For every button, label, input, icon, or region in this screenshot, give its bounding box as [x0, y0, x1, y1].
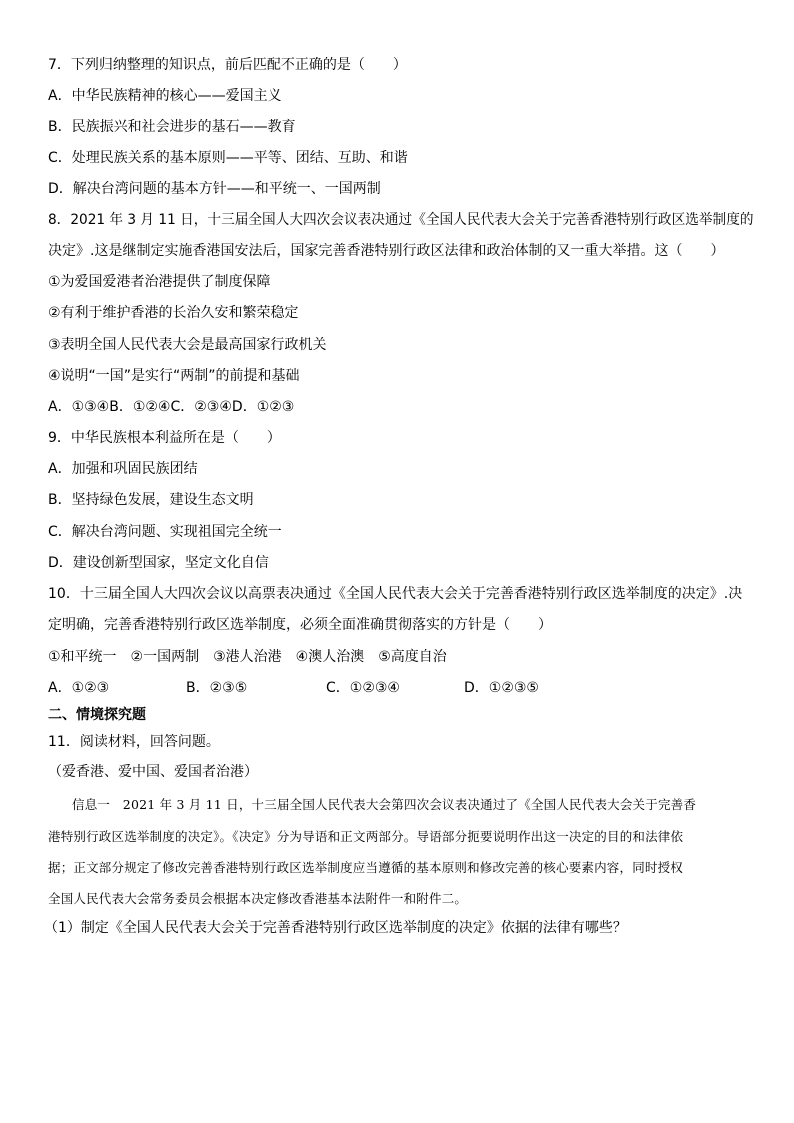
- q11-stem: 11．阅读材料，回答问题。: [48, 734, 220, 750]
- section-heading: 二、情境探究题: [48, 707, 146, 723]
- q7-stem: 7．下列归纳整理的知识点，前后匹配不正确的是（ ）: [48, 57, 407, 73]
- q7-option-c: C．处理民族关系的基本原则——平等、团结、互助、和谐: [48, 150, 408, 166]
- q9-option-a: A．加强和巩固民族团结: [48, 461, 198, 477]
- q9-option-d: D．建设创新型国家，坚定文化自信: [48, 555, 269, 571]
- q10-options: [48, 679, 539, 697]
- q10-stem-line2: 定明确，完善香港特别行政区选举制度，必须全面准确贯彻落实的方针是（ ）: [48, 617, 552, 633]
- q8-stem-line2: 决定》.这是继制定实施香港国安法后，国家完善香港特别行政区法律和政治体制的又一重大举措。这（ ）: [48, 243, 725, 259]
- q7-option-d: D．解决台湾问题的基本方针——和平统一、一国两制: [48, 181, 381, 197]
- q10-option-c: C．①②③④: [326, 680, 400, 696]
- q7-option-a: A．中华民族精神的核心——爱国主义: [48, 88, 282, 104]
- q8-statement-3: ③表明全国人民代表大会是最高国家行政机关: [48, 337, 327, 353]
- q11-material-line2: 港特别行政区选举制度的决定》。《决定》分为导语和正文两部分。导语部分扼要说明作出这一决定的目的和法律依: [48, 829, 684, 844]
- q10-statements: ①和平统一 ②一国两制 ③港人治港 ④澳人治澳 ⑤高度自治: [48, 649, 447, 665]
- q10-option-d: D．①②③⑤: [464, 680, 539, 696]
- q7-option-b: B．民族振兴和社会进步的基石——教育: [48, 119, 296, 135]
- q10-option-a: A．①②③: [48, 680, 110, 696]
- q9-stem: 9．中华民族根本利益所在是（ ）: [48, 430, 281, 446]
- q11-material-line1: 信息一 2021 年 3 月 11 日，十三届全国人民代表大会第四次会议表决通过了《全国人民代表大会关于完善香: [72, 797, 697, 812]
- q9-option-c: C．解决台湾问题、实现祖国完全统一: [48, 524, 282, 540]
- q8-options: A．①③④B．①②④C．②③④D．①②③: [48, 399, 295, 415]
- q8-statement-4: ④说明“一国”是实行“两制”的前提和基础: [48, 368, 300, 384]
- q8-statement-2: ②有利于维护香港的长治久安和繁荣稳定: [48, 305, 299, 321]
- q11-material-line3: 据；正文部分规定了修改完善香港特别行政区选举制度应当遵循的基本原则和修改完善的核心要素内容，同时授权: [48, 860, 684, 875]
- q9-option-b: B．坚持绿色发展，建设生态文明: [48, 492, 254, 508]
- q11-material-line4: 全国人民代表大会常务委员会根据本决定修改香港基本法附件一和附件二。: [48, 891, 468, 906]
- q8-statement-1: ①为爱国爱港者治港提供了制度保障: [48, 274, 271, 290]
- q10-stem-line1: 10．十三届全国人大四次会议以高票表决通过《全国人民代表大会关于完善香港特别行政区选举制度的决定》.决: [48, 586, 743, 602]
- q10-option-b: B．②③⑤: [186, 680, 248, 696]
- q11-theme: （爱香港、爱中国、爱国者治港）: [48, 764, 258, 780]
- q8-stem-line1: 8．2021 年 3 月 11 日，十三届全国人大四次会议表决通过《全国人民代表大会关于完善香港特别行政区选举制度的: [48, 212, 754, 228]
- q11-sub-question-1: （1）制定《全国人民代表大会关于完善香港特别行政区选举制度的决定》依据的法律有哪些？: [44, 920, 627, 936]
